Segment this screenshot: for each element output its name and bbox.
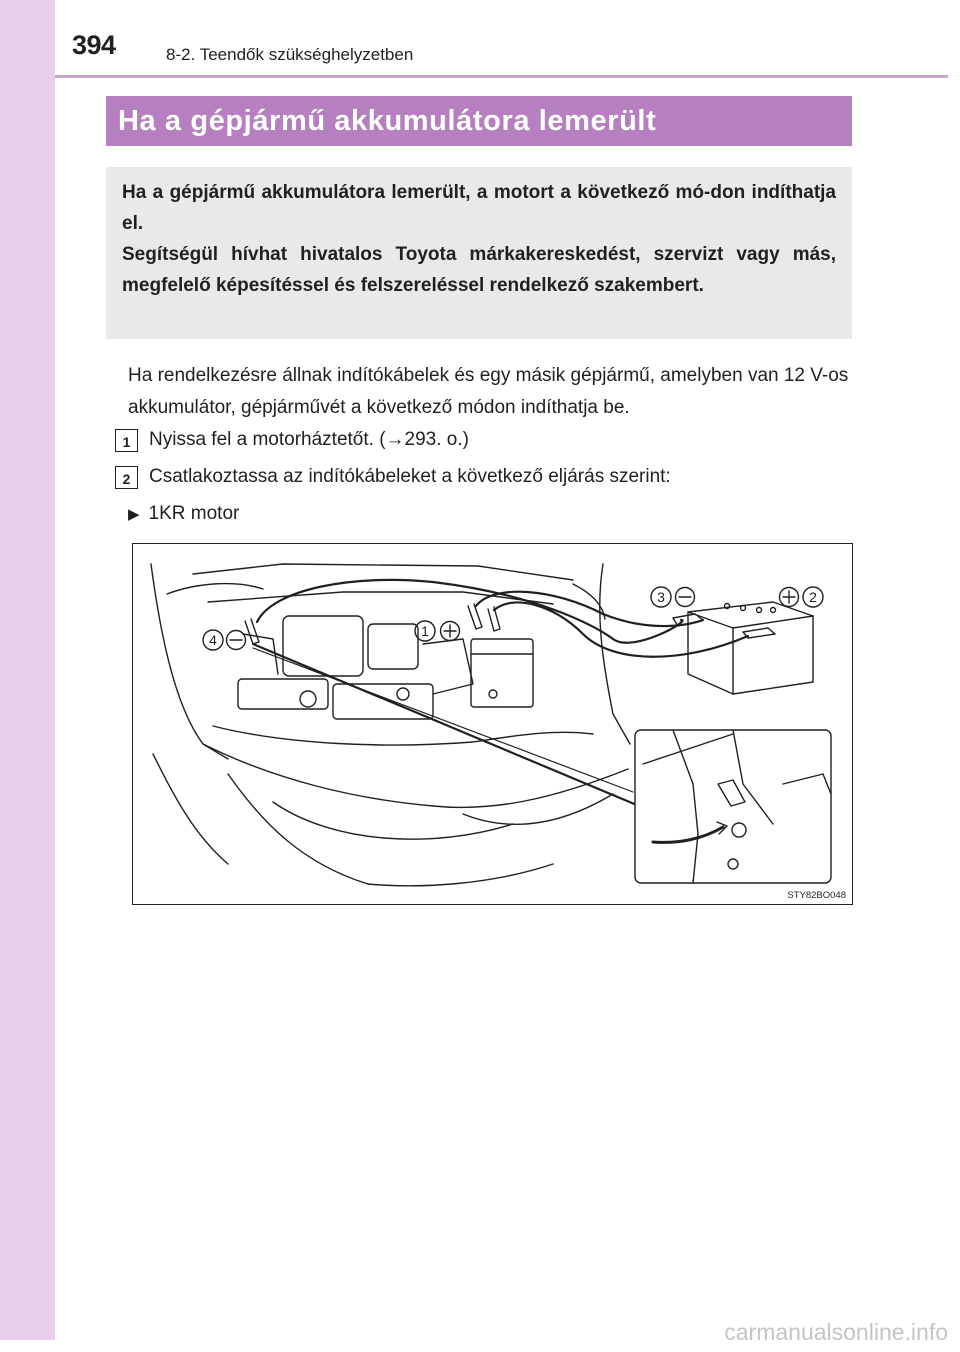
intro-paragraph-1: Ha a gépjármű akkumulátora lemerült, a motort a következő mó-don indíthatja el.	[122, 182, 836, 234]
step-text: Csatlakoztassa az indítókábeleket a következő eljárás szerint:	[149, 466, 671, 487]
engine-bay-drawing	[133, 544, 851, 903]
intro-paragraph-2: Segítségül hívhat hivatalos Toyota márkakereskedést, szervizt vagy más, megfelelő képesítéssel és felszereléssel rendelkező szakembert.	[122, 244, 836, 296]
callout-3: 3	[657, 589, 665, 605]
step-2	[115, 464, 671, 490]
footer-watermark: carmanualsonline.info	[724, 1319, 948, 1345]
figure-code: STY82BO048	[787, 890, 846, 901]
body-paragraph: Ha rendelkezésre állnak indítókábelek és egy másik gépjármű, amelyben van 12 V-os akkumulátor, gépjárművét a következő módon indíthatja be.	[128, 365, 849, 418]
sub-item-engine	[128, 503, 239, 525]
step-number-box: 2	[115, 466, 138, 489]
page-title: Ha a gépjármű akkumulátora lemerült	[106, 96, 852, 146]
step-1	[115, 427, 469, 453]
page-number: 394	[72, 30, 116, 60]
section-title: 8-2. Teendők szükséghelyzetben	[166, 45, 414, 64]
callout-4: 4	[209, 632, 217, 648]
sub-item-label: 1KR motor	[148, 503, 240, 524]
step-text: Nyissa fel a motorháztetőt. (→293. o.)	[149, 429, 469, 450]
callout-2: 2	[809, 589, 817, 605]
step-number-box: 1	[115, 429, 138, 452]
side-color-bar	[0, 0, 55, 1340]
engine-illustration	[132, 543, 853, 905]
triangle-right-icon: ▶	[128, 506, 140, 523]
intro-box	[106, 167, 852, 339]
header-divider	[55, 75, 948, 78]
callout-1: 1	[421, 623, 429, 639]
